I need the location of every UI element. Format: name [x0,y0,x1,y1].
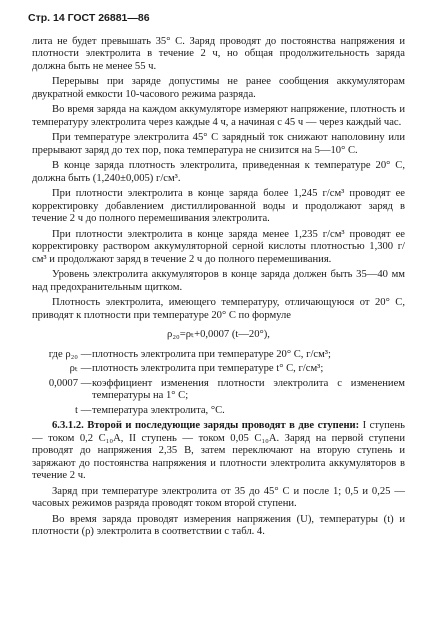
legend-dash: — [80,363,92,374]
legend-dash: — [80,377,92,389]
paragraph: При плотности электролита в конце заряда более 1,245 г/см³ проводят ее корректировку добавлением дистиллированной воды и продолжают заряд в течение 2 ч до полного перемешивания электролита. [32,188,405,224]
formula-legend-row [32,363,405,376]
paragraph: Во время заряда на каждом аккумуляторе измеряют напряжение, плотность и температуру электролита через каждые 4 ч, а начиная с 45 ч — через каждый час. [32,104,405,128]
section-heading: 6.3.1.2. Второй и последующие заряды проводят в две ступени: [52,420,360,431]
page-header: Стр. 14 ГОСТ 26881—86 [28,12,150,24]
paragraph: Перерывы при заряде допустимы не ранее сообщения аккумуляторам двукратной емкости 10-часового режима разряда. [32,76,405,100]
legend-text: плотность электролита при температуре t° С, г/см³; [92,363,324,374]
density-formula: ρ₂₀=ρₜ+0,0007 (t—20°), [167,329,270,340]
legend-symbol: 0,0007 [48,377,78,389]
legend-dash: — [80,348,92,360]
legend-text: плотность электролита при температуре 20° С, г/см³; [92,348,331,360]
legend-dash: — [80,404,92,416]
formula-legend-row [32,405,405,418]
section-paragraph [32,420,405,483]
section-text: I ступень — током 0,2 C₁₀A, II ступень — током 0,05 C₁₀A. Заряд на первой ступени проводят до напряжения 2,35 В, затем переключают на вторую ступень и заряжают до постоянства напряжения и плотности электролита аккумуляторов в течение 2 ч. [32,420,405,481]
paragraph: При плотности электролита в конце заряда менее 1,235 г/см³ проводят ее корректировку раствором аккумуляторной серной кислоты плотностью 1,300 г/см³ и продолжают заряд в течение 2 ч до полного перемешивания. [32,228,405,265]
formula-legend-row [32,349,405,362]
paragraph: лита не будет превышать 35° С. Заряд проводят до постоянства напряжения и плотности электролита в течение 2 ч, но общая продолжительность заряда должна быть не менее 55 ч. [32,35,405,72]
legend-text: коэффициент изменения плотности электролита с изменением температуры на 1° С; [92,377,405,401]
paragraph: Плотность электролита, имеющего температуру, отличающуюся от 20° С, приводят к плотности при температуре 20° С по формуле [32,297,405,321]
paragraph: При температуре электролита 45° С зарядный ток снижают наполовину или прерывают заряд до тех пор, пока температура не снизится на 5—10° С. [32,132,405,156]
legend-text: температура электролита, °С. [92,404,225,416]
paragraph: Заряд при температуре электролита от 35 до 45° С и после 1; 0,5 и 0,25 — часовых режимов разряда проводят током второй ступени. [32,485,405,509]
paragraph: В конце заряда плотность электролита, приведенная к температуре 20° С, должна быть (1,240±0,005) г/см³. [32,160,405,184]
legend-intro: где ρ₂₀ [48,348,78,360]
paragraph: Уровень электролита аккумуляторов в конце заряда должен быть 35—40 мм над предохранительным щитком. [32,269,405,293]
legend-symbol: t [75,404,78,416]
formula-legend-row [32,378,405,403]
paragraph: Во время заряда проводят измерения напряжения (U), температуры (t) и плотности (ρ) электролита в соответствии с табл. 4. [32,513,405,537]
legend-symbol: ρₜ [69,363,78,374]
